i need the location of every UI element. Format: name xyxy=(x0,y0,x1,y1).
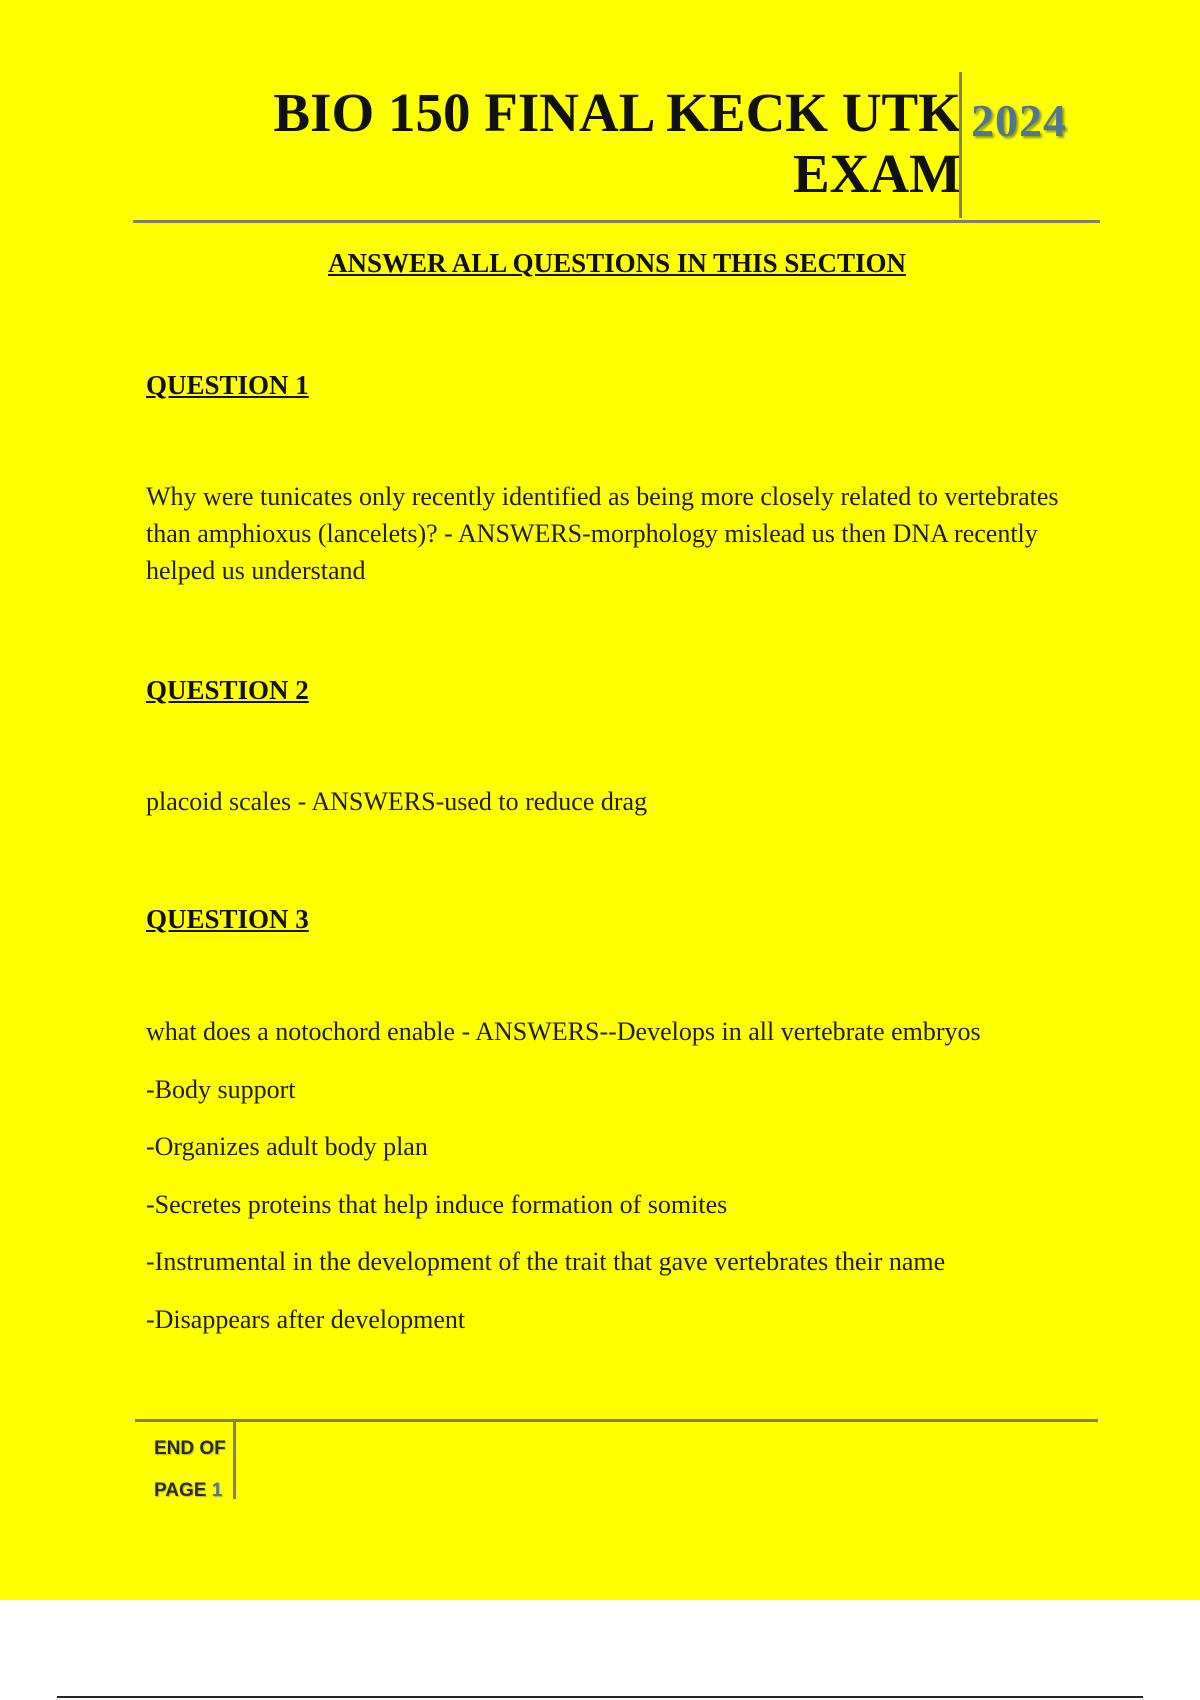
footer-page-line xyxy=(154,1470,226,1512)
header-divider xyxy=(959,72,962,218)
exam-title-line-1: BIO 150 FINAL KECK UTK xyxy=(273,82,961,143)
exam-title-line-2: EXAM xyxy=(792,143,961,204)
question-3-title: QUESTION 3 xyxy=(146,904,309,934)
question-3-line: -Body support xyxy=(146,1074,296,1104)
question-3-line: what does a notochord enable - ANSWERS--Develops in all vertebrate embryos xyxy=(146,1017,981,1046)
footer-page-number: 1 xyxy=(211,1480,223,1501)
question-3-answer-list xyxy=(146,1013,1096,1358)
question-2-title: QUESTION 2 xyxy=(146,675,309,705)
footer-text xyxy=(154,1428,226,1512)
question-3-line: -Instrumental in the development of the trait that gave vertebrates their name xyxy=(146,1247,946,1276)
exam-year: 2024 xyxy=(971,95,1067,146)
section-heading: ANSWER ALL QUESTIONS IN THIS SECTION xyxy=(328,248,906,278)
question-2-text: placoid scales - ANSWERS-used to reduce drag xyxy=(146,787,648,816)
page-footer xyxy=(135,1419,1098,1502)
footer-page-box xyxy=(135,1422,236,1499)
question-1-text: Why were tunicates only recently identified as being more closely related to vertebrates than amphioxus (lancelets)? - ANSWERS-morphology mislead us then DNA recently helped us understand xyxy=(146,482,1059,585)
question-3-line: -Secretes proteins that help induce formation of somites xyxy=(146,1189,728,1219)
footer-page-label: PAGE xyxy=(154,1480,212,1501)
exam-title xyxy=(181,82,961,204)
question-1-title: QUESTION 1 xyxy=(146,370,309,400)
footer-end-of: END OF xyxy=(154,1438,226,1459)
question-3-line: -Organizes adult body plan xyxy=(146,1132,428,1161)
bottom-rule xyxy=(57,1696,1143,1698)
page-header xyxy=(133,72,1100,223)
question-3-line: -Disappears after development xyxy=(146,1304,466,1334)
